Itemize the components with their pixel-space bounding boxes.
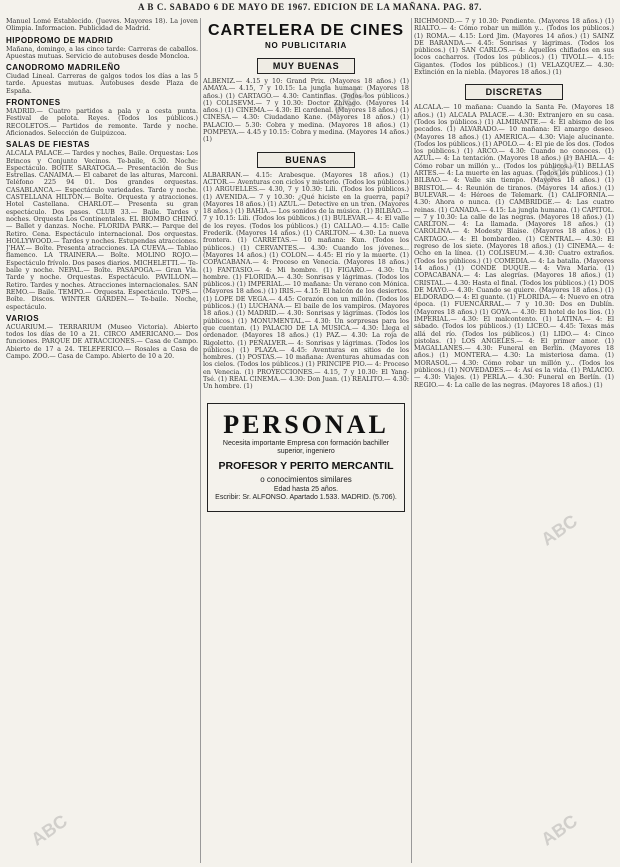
watermark: ABC <box>327 80 371 120</box>
listing-continued: RICHMOND.— 7 y 10.30: Pendiente. (Mayores 18 años.) (1) RIALTO.— 4: Cómo robar un millón y... (Todos los públicos.) (1) ROMA.— 4.15: Lord Jim. (Mayores 14 años.) (1) SAINZ DE BARANDA.— 4.45: Sonrisas y lágrimas. (Todos los públicos.) (1) SAN CARLOS.— 4: Aquellos chiflados en sus locos cacharros. (Todos los públicos.) (1) TIVOLI.— 4.15: Gigantes. (Todos los públicos.) (1) VELAZQUEZ.— 4.30: Extinción en la niebla. (Mayores 18 años.) (1) <box>414 18 614 77</box>
cinema-subtitle: NO PUBLICITARIA <box>264 41 348 50</box>
column-intro: Manuel Lomé Establecido. (Jueves. Mayores 18). La joven Olimpia. Informacion. Publicidad de Madrid. <box>6 18 198 33</box>
cinema-listing-title <box>203 22 409 50</box>
section-title: HIPODROMO DE MADRID <box>6 35 114 45</box>
rating-label-buenas: BUENAS <box>257 152 355 168</box>
ad-line: Necesita importante Empresa con formación bachiller superior, ingeniero <box>222 439 390 456</box>
ad-contact: Escribir: Sr. ALFONSO. Apartado 1.533. MADRID. (5.706). <box>215 494 397 502</box>
cinema-title: CARTELERA DE CINES <box>207 22 405 39</box>
listing-discretas: ALCALA.— 10 mañana: Cuando la Santa Fe. (Mayores 18 años.) (1) ALCALA PALACE.— 4.30: Extranjero en su casa. (Todos los públicos.) (1) ALMIRANTE.— 4: El abismo de los pecados. (1) ALVARADO.— 10 mañana: El amargo deseo. (Mayores 18 años.) (1) AMERICA.— 4.30: Viaje alucinante. (Todos los públicos.) (1) APOLO.— 4: El pie de los dos. (Todos los públicos.) (1) ARCO.— 4.30: Cuando no conoces. (1) AZUL.— 4: La tentación. (Mayores 18 años.) (1) BAHIA.— 4: Cómo robar un millón y... (Todos los públicos.) (1) BELLAS ARTES.— 4: La muerte en las aguas. (Todos los públicos.) (1) BILBAO.— 4: Valle sin tiempo. (Mayores 18 años.) (1) BRISTOL.— 4: Reunión de tiranos. (Mayores 14 años.) (1) BULEVAR.— 4: Héroes de Telemark. (1) CALIFORNIA.— 4.30: Ahora o nunca. (1) CAMBRIDGE.— 4: Las cuatro reinas. (1) CANADA.— 4.15: La jungla humana. (1) CAPITOL.— 7 y 10.30: La calle de las negras. (Mayores 18 años.) (1) CARLTON.— 4: La llamada. (Mayores 18 años.) (1) CAROLINA.— 4: Modesty Blaise. (Mayores 18 años.) (1) CARTAGO.— 4: El bombardeo. (1) CENTRAL.— 4.30: El regreso de los siete. (Mayores 18 años.) (1) CINEMA.— 4: Ocho en la línea. (1) COLISEUM.— 4.30: Cuatro extraños. (Todos los públicos.) (1) COMEDIA.— 4: La batalla. (Mayores 14 años.) (1) CONDE DUQUE.— 4: Viva Maria. (1) COPACABANA.— 4: Las alegrías. (Mayores 18 años.) (1) CRISTAL.— 4.30: Hasta el final. (Todos los públicos.) (1) DOS DE MAYO.— 4.30: Cuando se quiere. (Mayores 18 años.) (1) ELDORADO.— 4: El guante. (1) FLORIDA.— 4: Nuevo en otra época. (1) FUENCARRAL.— 7 y 10.30: Dos en Dublín. (Mayores 18 años.) (1) GOYA.— 4.30: El hotel de los líos. (1) IMPERIAL.— 4.30: El malcontento. (1) LATINA.— 4: El sábado. (Todos los públicos.) (1) LICEO.— 4.45: Texas más allá del río. (Todos los públicos.) (1) LIDO.— 4: Cinco pistolas. (1) LOS ANGELES.— 4: El primer amor. (1) MAGALLANES.— 4.30: Funeral en Berlín. (Mayores 18 años.) (1) MONTERA.— 4.30: La misteriosa dama. (1) MORASOL.— 4.30: Cómo robar un millón y... (Todos los públicos.) (1) NOVEDADES.— 4: Así es la vida. (1) PALACIO.— 4.30: Viajes. (1) PERLA.— 4.30: Funeral en Berlín. (1) REGIO.— 4: La calle de las negras. (Mayores 18 años.) (1) <box>414 103 614 389</box>
column-rule-right <box>411 18 412 863</box>
page-header: A B C. SABADO 6 DE MAYO DE 1967. EDICION DE LA MAÑANA. PAG. 87. <box>137 2 483 12</box>
section-body: MADRID.— Cuatro partidos a pala y a cesta punta. Festival de pelota. Reyes. (Todos los públicos.) RECOLETOS.— Partidos de remonte. Tarde y noche. Aficionados. Selección de Guipúzcoa. <box>6 107 198 137</box>
watermark: ABC <box>537 810 581 850</box>
column-left <box>6 18 198 863</box>
rating-label-discretas: DISCRETAS <box>465 84 563 100</box>
section-title: FRONTONES <box>6 98 61 108</box>
section-body: ACUARIUM.— TERRARIUM (Museo Victoria). Abierto todos los días de 10 a 21. CIRCO AMERICANO.— Dos funciones. PARQUE DE ATRACCIONES.— Casa de Campo. Abierto de 17 a 24. TELEFERICO.— Rosales a Casa de Campo. ZOO.— Casa de Campo. Abierto de 10 a 20. <box>6 322 198 360</box>
listing-muy-buenas: ALBENIZ.— 4.15 y 10: Grand Prix. (Mayores 18 años.) (1) AMAYA.— 4.15, 7 y 10.15: La jungla humana. (Mayores 18 años.) (1) CARTAGO.— 4.30: Cantinflas. (Todos los públicos.) (1) COLISEVM.— 7 y 10.30: Doctor Zhivago. (Mayores 14 años.) (1) CINEMA.— 4.30: El cardenal. (Mayores 18 años.) (1) CINESA.— 4.30: Ciudadano Kane. (Mayores 18 años.) (1) PALACIO.— 5.30: Cobra y medina. (Mayores 18 años.) (1) POMPEYA.— 4.45 y 10.15: Cobra y medina. (Mayores 14 años.) (1) <box>203 77 409 144</box>
section-body: Mañana, domingo, a las cinco tarde: Carreras de caballos. Apuestas mutuas. Servicio de autobuses desde Moncloa. <box>6 44 198 60</box>
section-title: SALAS DE FIESTAS <box>6 140 90 150</box>
section-title: VARIOS <box>6 313 40 323</box>
column-rule-left <box>200 18 201 863</box>
rating-label-muy-buenas: MUY BUENAS <box>257 58 355 74</box>
section-title: CANODROMO MADRILEÑO <box>6 63 121 73</box>
section-body: ALCALA PALACE.— Tardes y noches, Baile. Orquestas: Los Brincos y Conjunto Vecinos. Te-baile, 6.30. Noche: Espectáculo. BOITE SARATOGA.— Presentación de Sus Estrellas. CANAIMA.— El cabaret de las alturas, Marconi. Teléfono 225 94 01. Dos grandes orquestas. CASABLANCA.— Espectáculo variedades. Tarde y noche. CASTELLANA HILTON.— Boîte. Orquesta y atracciones. Hotel Castellana. CHARLOT.— Presenta su gran espectáculo. Dos pases. CLUB 33.— Baile. Tardes y noches. Orquesta Los Continentales. EL BIOMBO CHINO.— Ballet y danzas. Noche. FLORIDA PARK.— Parque del Retiro. Cena. Espectáculo internacional. Dos orquestas. HOLLYWOOD.— Tardes y noches. Estupendas atracciones. J'HAY.— Boîte. Presenta atracciones. LA CUEVA.— Tablao flamenco. LA TRAINERA.— Boîte. MOLINO ROJO.— Espectáculo frívolo. Dos pases diarios. MICHELETTI.— Te-baile y noche. NEPAL.— Boîte. PASAPOGA.— Gran Vía. Tarde y noche. Orquestas. Espectáculo. PAVILLON.— Retiro. Tardes y noches. Atracciones internacionales. SAN REMO.— Baile. TEMPO.— Orquesta. Espectáculo. TOPS.— Boîte. Discos. WINTER GARDEN.— Te-baile. Noche, espectáculo. <box>6 149 198 311</box>
ad-age: Edad hasta 25 años. <box>273 485 339 493</box>
column-middle <box>203 18 409 863</box>
ad-heading: PERSONAL <box>223 409 389 439</box>
section-body: Ciudad Lineal. Carreras de galgos todos los días a las 5 tarde. Apuestas mutuas. Autobuses desde Plaza de España. <box>6 72 198 95</box>
watermark: ABC <box>537 150 581 190</box>
ad-qualifier: o conocimientos similares <box>260 474 352 484</box>
listing-buenas: ALBARRAN.— 4.15: Arabesque. (Mayores 18 años.) (1) ACTOR.— Aventuras con ciclos y misterio. (Todos los públicos.) (1) ARGUELLES.— 4.30, 7 y 10.30: Lili. (Todos los públicos.) (1) AVENIDA.— 7 y 10.30: ¿Qué hiciste en la guerra, papi? (Mayores 18 años.) (1) AZUL.— Detective en un tren. (Mayores 18 años.) (1) BAHIA.— Los sonidos de la música. (1) BILBAO.— 7 y 10.15: Lili. (Todos los públicos.) (1) BULEVAR.— 4: El valle de los reyes. (Todos los públicos.) (1) CALLAO.— 4.15: Calle Frederik. (Mayores 14 años.) (1) CARLTON.— 4.30: La nueva frontera. (1) CARRETAS.— 10 mañana: Kun. (Todos los públicos.) (1) CERVANTES.— 4.30: Cuando los jóvenes... (Mayores 14 años.) (1) COLON.— 4.45: El río y la muerte. (1) COPACABANA.— 4: Proceso en Venecia. (Mayores 18 años.) (1) FANTASIO.— 4: Mi hombre. (1) FIGARO.— 4.30: Un hombre. (1) FLORIDA.— 4.30: Sonrisas y lágrimas. (Todos los públicos.) (1) IMPERIAL.— 10 mañana: Un verano con Mónica. (Mayores 18 años.) (1) IRIS.— 4.15: El halcón de los desiertos. (1) LOPE DE VEGA.— 4.45: Corazón con un millón. (Todos los públicos.) (1) LUCHANA.— El baile de los vampiros. (Mayores 18 años.) (1) MADRID.— 4.30: Sonrisas y lágrimas. (Todos los públicos.) (1) MONUMENTAL.— 4.30: Un sorpresas para los que cuentan. (1) PALACIO DE LA MUSICA.— 4.30: Llega el ordenador. (Mayores 18 años.) (1) PAZ.— 4.30: La roja de Rigoletto. (1) PEÑALVER.— 4: Sonrisas y lágrimas. (Todos los públicos.) (1) PLAZA.— 4.45: Aventuras en sitios de los hombres. (1) POSTAS.— 10 mañana: Aventuras ahumadas con los cielos. (Todos los públicos.) (1) PRINCIPE PIO.— 4: Proceso en Venecia. (1) PROYECCIONES.— 4.15, 7 y 10.30: El Yang-Tsé. (1) REAL CINEMA.— 4.30: Don Juan. (1) REALITO.— 4.30: Un hombre. (1) <box>203 170 409 391</box>
ad-position: PROFESOR Y PERITO MERCANTIL <box>218 459 394 472</box>
classified-ad <box>207 403 405 512</box>
watermark: ABC <box>27 810 71 850</box>
column-right <box>414 18 614 863</box>
watermark: ABC <box>537 510 581 550</box>
